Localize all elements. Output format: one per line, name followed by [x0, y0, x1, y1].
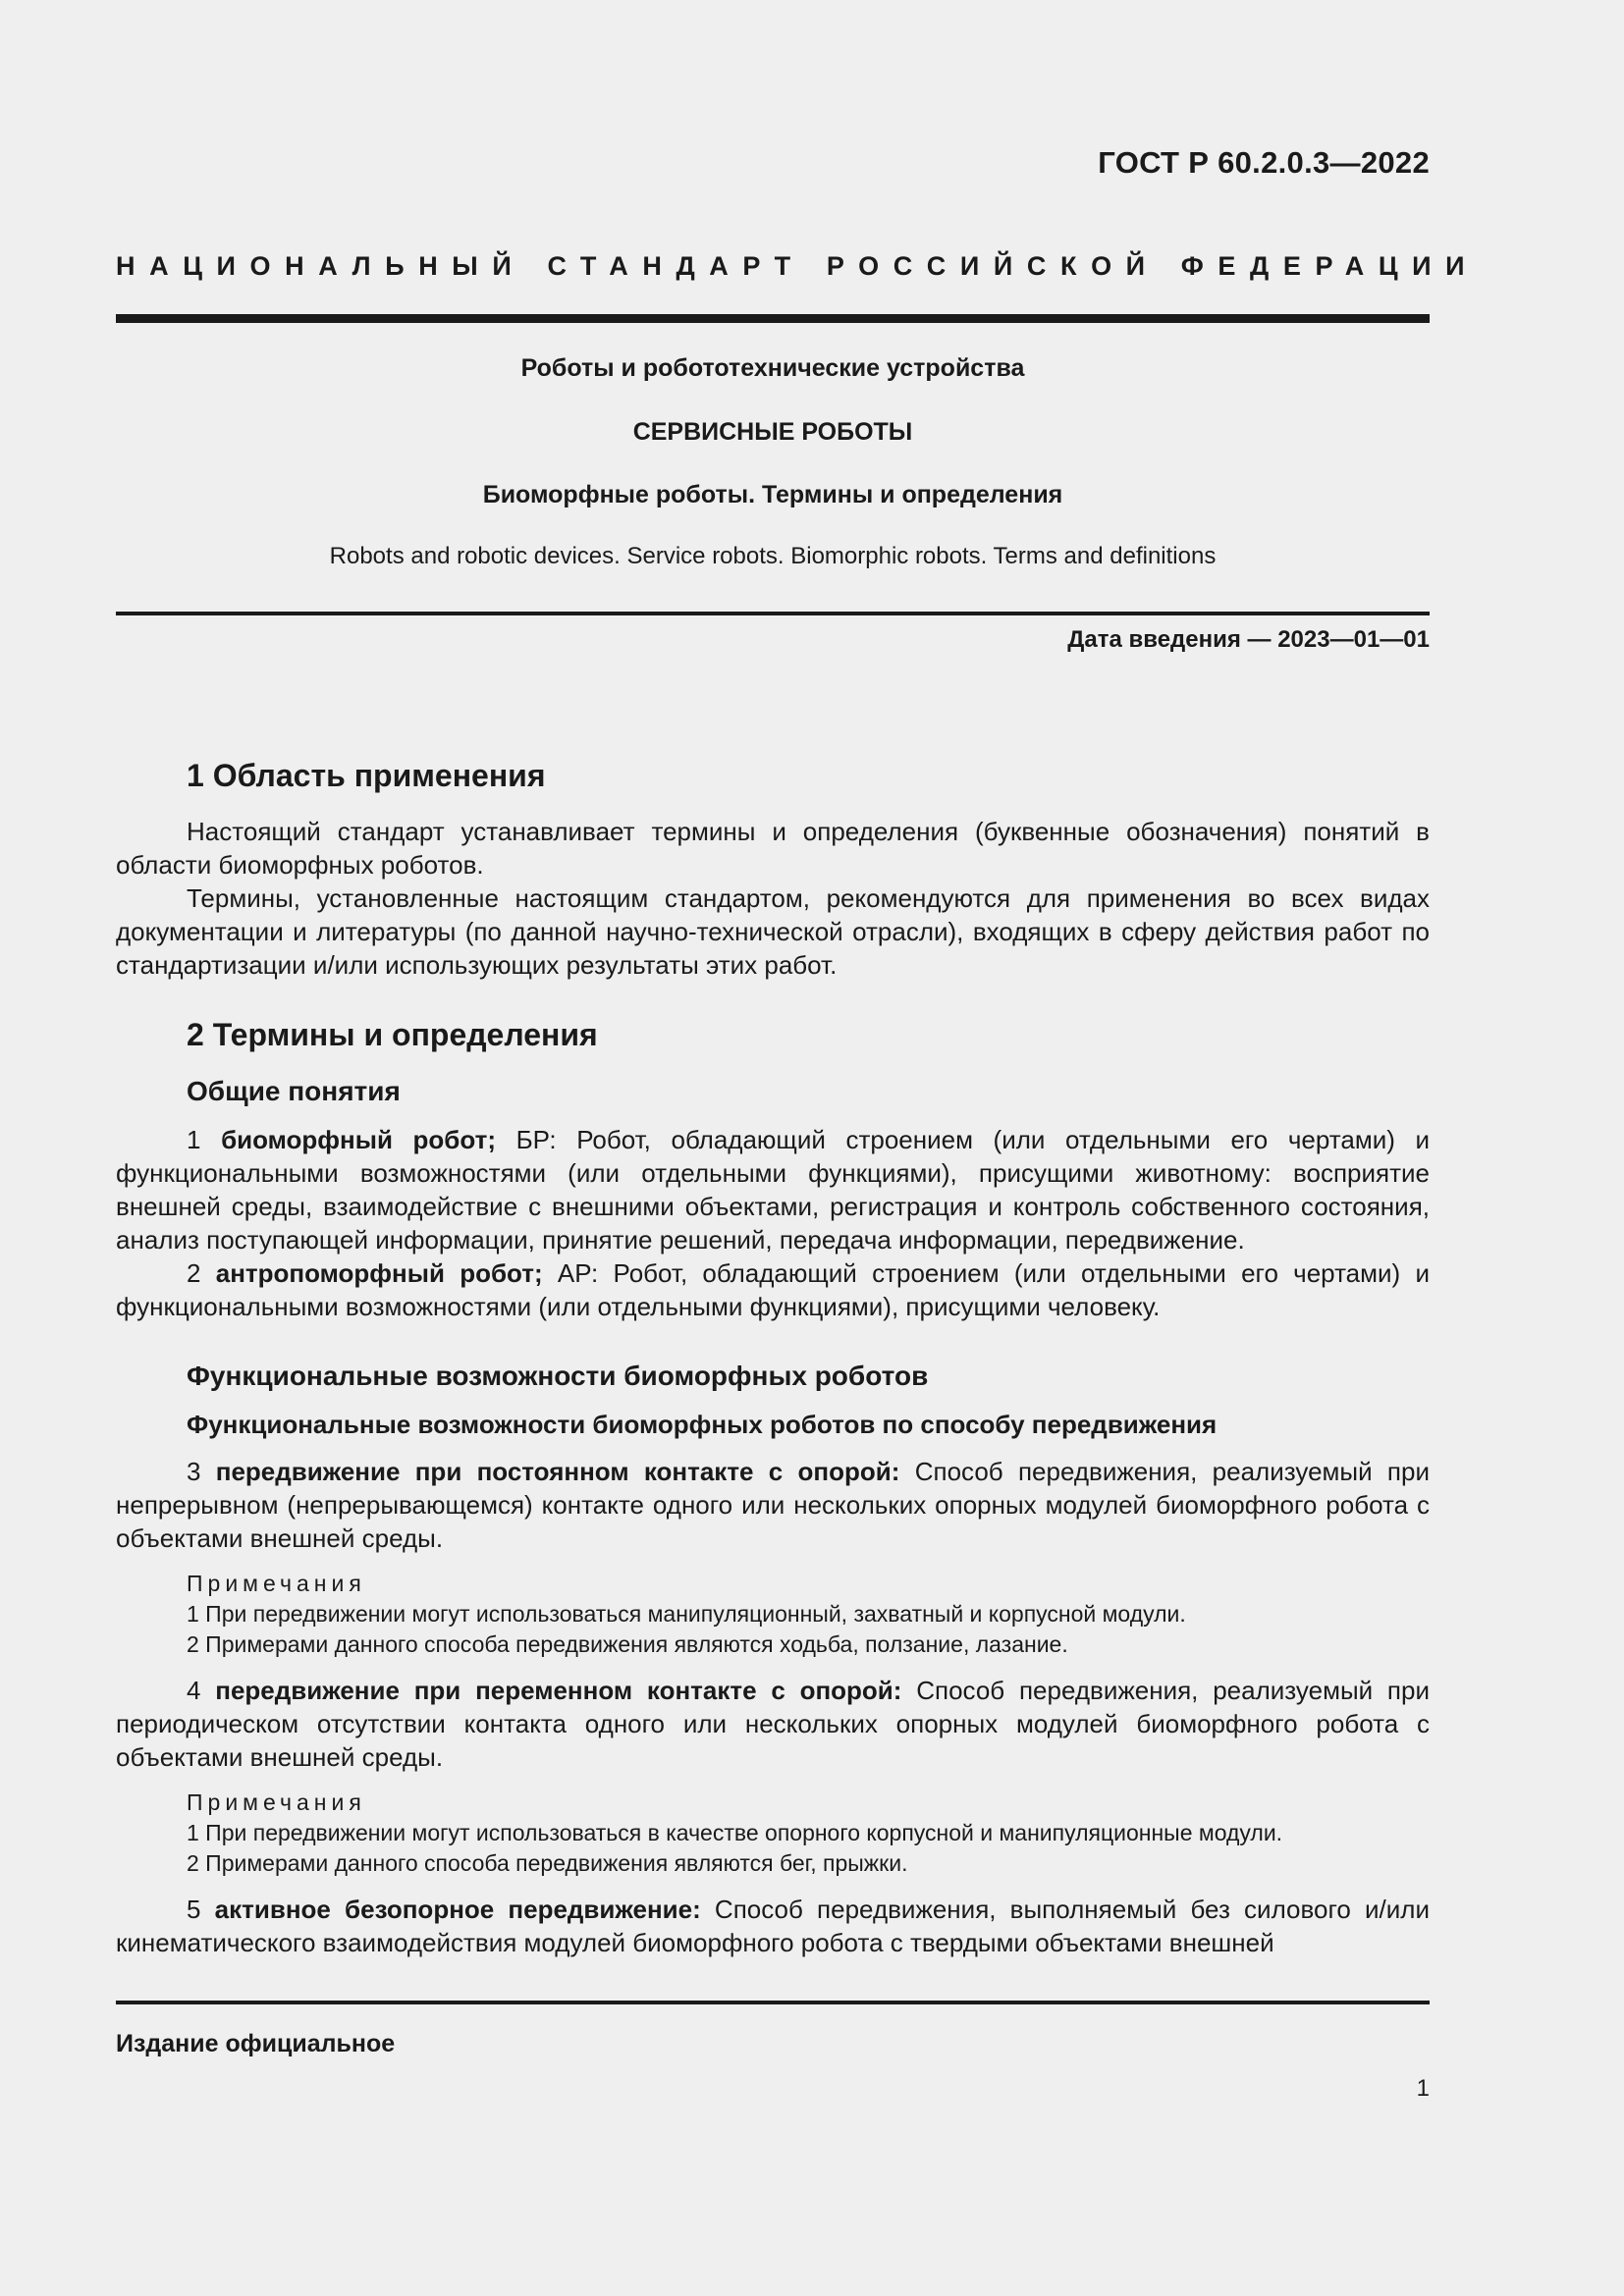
term-definition: Способ передвижения, выполняемый без силового и/или кинематического взаимодействия модулей биоморфного робота с твердыми объектами внешней	[116, 1895, 1430, 1957]
document-code: ГОСТ Р 60.2.0.3—2022	[1098, 145, 1430, 180]
term-definition: Способ передвижения, реализуемый при периодическом отсутствии контакта одного или нескольких опорных модулей биоморфного робота с объектами внешней среды.	[116, 1676, 1430, 1772]
title-line-3: Биоморфные роботы. Термины и определения	[482, 481, 1063, 508]
note-item: 2 Примерами данного способа передвижения являются ходьба, ползание, лазание.	[187, 1631, 1068, 1657]
title-line-2: СЕРВИСНЫЕ РОБОТЫ	[632, 418, 913, 446]
section-1-paragraph-1: Настоящий стандарт устанавливает термины и определения (буквенные обозначения) понятий в области биоморфных роботов.	[116, 817, 1430, 880]
spacer	[116, 1323, 1430, 1359]
term-2	[116, 1256, 1430, 1323]
document-page	[116, 0, 1480, 2296]
title-line-1: Роботы и робототехнические устройства	[520, 354, 1025, 382]
term-name: активное безопорное передвижение:	[214, 1895, 701, 1924]
subheading-functional: Функциональные возможности биоморфных роботов	[187, 1361, 929, 1391]
footer-rule	[116, 2001, 1430, 2004]
term-1	[116, 1123, 1430, 1256]
term-name: биоморфный робот;	[221, 1125, 496, 1154]
term-4	[116, 1674, 1430, 1774]
section-1-heading: 1 Область применения	[187, 758, 546, 793]
term-number: 4	[187, 1676, 201, 1705]
term-number: 2	[187, 1258, 201, 1288]
term-name: передвижение при переменном контакте с опорой:	[215, 1676, 902, 1705]
term-number: 1	[187, 1125, 201, 1154]
note-item: 2 Примерами данного способа передвижения являются бег, прыжки.	[187, 1850, 908, 1876]
national-standard-banner: НАЦИОНАЛЬНЫЙ СТАНДАРТ РОССИЙСКОЙ ФЕДЕРАЦИИ	[116, 251, 1480, 281]
term-number: 3	[187, 1457, 201, 1486]
term-4-notes	[116, 1788, 1430, 1879]
document-body	[116, 756, 1430, 1959]
notes-heading: Примечания	[187, 1789, 366, 1815]
term-definition: Способ передвижения, реализуемый при непрерывном (непрерывающемся) контакте одного или нескольких опорных модулей биоморфного робота с объектами внешней среды.	[116, 1457, 1430, 1553]
notes-heading: Примечания	[187, 1571, 366, 1596]
term-definition: АР: Робот, обладающий строением (или отдельными его чертами) и функциональными возможностями (или отдельными функциями), присущими человеку.	[116, 1258, 1430, 1321]
term-name: передвижение при постоянном контакте с опорой:	[215, 1457, 900, 1486]
term-name: антропоморфный робот;	[215, 1258, 543, 1288]
subheading-general: Общие понятия	[187, 1076, 401, 1106]
term-5	[116, 1893, 1430, 1959]
term-definition: БР: Робот, обладающий строением (или отдельными его чертами) и функциональными возможностями (или отдельными функциями), присущими животному: восприятие внешней среды, взаимодействие с внешними объектами, регистрация и контроль собственного состояния, анализ поступающей информации, принятие решений, передача информации, передвижение.	[116, 1125, 1430, 1255]
term-number: 5	[187, 1895, 201, 1924]
term-3-notes	[116, 1569, 1430, 1660]
title-english: Robots and robotic devices. Service robots. Biomorphic robots. Terms and definitions	[329, 543, 1217, 569]
page-number: 1	[1416, 2075, 1430, 2102]
subheading-locomotion: Функциональные возможности биоморфных роботов по способу передвижения	[187, 1410, 1218, 1439]
section-2-heading: 2 Термины и определения	[187, 1017, 598, 1052]
header-rule	[116, 314, 1430, 323]
spacer	[116, 982, 1430, 1015]
introduction-date: Дата введения — 2023—01—01	[1067, 626, 1430, 653]
section-1-paragraph-2: Термины, установленные настоящим стандартом, рекомендуются для применения во всех видах документации и литературы (по данной научно-технической отрасли), входящих в сферу действия работ по стандартизации и/или использующих результаты этих работ.	[116, 883, 1430, 980]
term-3	[116, 1455, 1430, 1555]
title-rule	[116, 612, 1430, 615]
note-item: 1 При передвижении могут использоваться манипуляционный, захватный и корпусной модули.	[187, 1601, 1186, 1627]
official-edition-label: Издание официальное	[116, 2030, 396, 2057]
note-item: 1 При передвижении могут использоваться в качестве опорного корпусной и манипуляционные модули.	[187, 1820, 1283, 1845]
